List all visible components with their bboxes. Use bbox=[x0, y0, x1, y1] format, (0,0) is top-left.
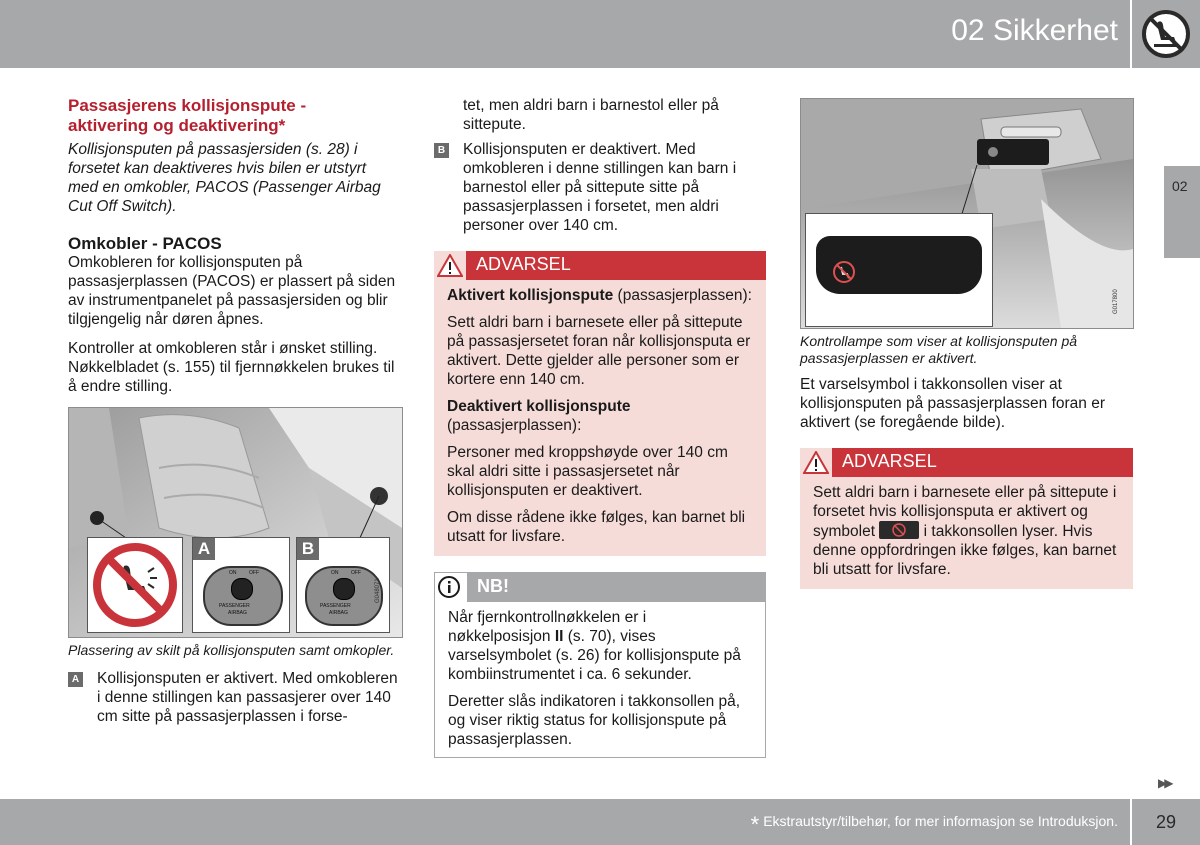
note-body bbox=[435, 602, 765, 757]
warning-icon-box-2 bbox=[800, 448, 832, 477]
switch-b-off: OFF bbox=[351, 570, 361, 576]
switch-b bbox=[305, 566, 383, 626]
marker-b: B bbox=[434, 143, 449, 158]
figure-caption: Plassering av skilt på kollisjonsputen samt omkopler. bbox=[68, 642, 395, 658]
warning-p2: Sett aldri barn i barnesete eller på sittepute på passasjersetet foran når kollisjonsputa er aktivert. Dette gjelder alle personer som er kortere enn 140 cm. bbox=[447, 314, 751, 388]
figure-code-2: G017800 bbox=[1113, 289, 1119, 314]
footer-note-text: Ekstrautstyr/tilbehør, for mer informasjon se Introduksjon. bbox=[763, 813, 1118, 829]
warning-text-2a: Sett aldri barn i barnesete eller på sittepute i forsetet hvis kollisjonsputa er aktivert og symbolet bbox=[813, 484, 1117, 540]
column-1 bbox=[68, 96, 398, 396]
switch-b-label-2: AIRBAG bbox=[329, 610, 348, 616]
marker-a: A bbox=[68, 672, 83, 687]
note-p1-bold: II bbox=[554, 628, 564, 645]
warning-box-1 bbox=[434, 251, 766, 556]
note-p2: Deretter slås indikatoren i takkonsollen på, og viser riktig status for kollisjonspute på passasjerplassen. bbox=[448, 693, 741, 748]
indicator-closeup-panel bbox=[805, 213, 993, 327]
switch-a bbox=[203, 566, 283, 626]
next-page-arrows-icon[interactable]: ▶▶ bbox=[1158, 776, 1171, 790]
airbag-warning-sign-panel bbox=[87, 537, 183, 633]
subheading: Omkobler - PACOS bbox=[68, 234, 222, 253]
heading-line-2: aktivering og deaktivering* bbox=[68, 116, 286, 135]
column-3 bbox=[800, 333, 1133, 589]
warning-p5: Om disse rådene ikke følges, kan barnet bli utsatt for livsfare. bbox=[447, 509, 746, 545]
heading-line-1: Passasjerens kollisjonspute - bbox=[68, 96, 307, 115]
note-p1-b: (s. 70), vises varselsymbolet (s. 26) for kollisjonspute på kombiinstrumentet i ca. 6 sekunder. bbox=[448, 628, 741, 683]
page-number-box bbox=[1132, 799, 1200, 845]
warning-header-2 bbox=[800, 448, 1133, 477]
switch-b-label-1: PASSENGER bbox=[320, 603, 351, 609]
warning-p4: Personer med kroppshøyde over 140 cm skal aldri sitte i passasjersetet når kollisjonsputen er deaktivert. bbox=[447, 444, 728, 499]
switch-a-off: OFF bbox=[249, 570, 259, 576]
footer-note bbox=[751, 812, 1118, 838]
column-2 bbox=[434, 96, 766, 758]
intro-text: Kollisjonsputen på passasjersiden (s. 28) i forsetet kan deaktiveres hvis bilen er utstyrt med en omkobler, PACOS (Passenger Airbag Cut Off Switch). bbox=[68, 141, 381, 215]
panel-b-label: B bbox=[297, 538, 319, 560]
note-header bbox=[435, 573, 765, 602]
paragraph-col3: Et varselsymbol i takkonsollen viser at kollisjonsputen på passasjerplassen foran er aktivert (se foregående bilde). bbox=[800, 376, 1106, 431]
switch-b-knob bbox=[333, 578, 355, 600]
note-p1-a: Når fjernkontrollnøkkelen er i nøkkelposisjon bbox=[448, 609, 647, 645]
item-a-text: Kollisjonsputen er aktivert. Med omkobleren i denne stillingen kan passasjerer over 140 cm sitte på passasjerplassen i forse- bbox=[97, 670, 398, 725]
note-p1 bbox=[448, 608, 751, 684]
warning-text-2 bbox=[813, 483, 1119, 579]
figure-caption-2: Kontrollampe som viser at kollisjonsputen på passasjerplassen er aktivert. bbox=[800, 333, 1078, 366]
note-box bbox=[434, 572, 766, 758]
switch-a-label-2: AIRBAG bbox=[228, 610, 247, 616]
switch-panel-a bbox=[192, 537, 290, 633]
warning-body-2 bbox=[800, 477, 1133, 589]
switch-a-on: ON bbox=[229, 570, 237, 576]
warning-title-2: ADVARSEL bbox=[842, 451, 937, 471]
warning-triangle-icon bbox=[803, 451, 829, 474]
panel-a-label: A bbox=[193, 538, 215, 560]
warning-p1-rest: (passasjerplassen): bbox=[613, 287, 752, 304]
ceiling-console-figure bbox=[800, 98, 1134, 329]
warning-header bbox=[434, 251, 766, 280]
airbag-indicator-icon bbox=[832, 260, 856, 284]
page-footer bbox=[0, 799, 1130, 845]
item-b bbox=[434, 140, 766, 235]
info-icon bbox=[435, 573, 467, 602]
page-header bbox=[0, 0, 1130, 68]
airbag-symbol-icon bbox=[879, 521, 919, 539]
page-number: 29 bbox=[1155, 812, 1177, 832]
note-icon-box bbox=[435, 573, 467, 602]
switch-a-knob bbox=[231, 578, 253, 600]
indicator-lamp bbox=[816, 236, 982, 294]
figure-code: G048071 bbox=[375, 578, 381, 603]
switch-a-label-1: PASSENGER bbox=[219, 603, 250, 609]
warning-icon-box bbox=[434, 251, 466, 280]
chapter-side-tab[interactable] bbox=[1164, 166, 1200, 258]
no-child-seat-icon bbox=[1132, 0, 1200, 68]
section-heading bbox=[68, 96, 398, 136]
pacos-figure bbox=[68, 407, 403, 638]
chapter-icon-box bbox=[1132, 0, 1200, 68]
chapter-title: 02 Sikkerhet bbox=[951, 14, 1118, 47]
item-a bbox=[68, 669, 398, 726]
warning-title: ADVARSEL bbox=[476, 254, 571, 274]
warning-triangle-icon bbox=[437, 254, 463, 277]
paragraph-1: Omkobleren for kollisjonsputen på passasjerplassen (PACOS) er plassert på siden av instrumentpanelet på passasjersiden og blir tilgjengelig når døren åpnes. bbox=[68, 254, 396, 328]
warning-text-2b: i takkonsollen lyser. Hvis denne oppfordringen ikke følges, kan barnet bli utsatt for livsfare. bbox=[813, 523, 1117, 578]
item-b-text: Kollisjonsputen er deaktivert. Med omkobleren i denne stillingen kan barn i barnestol eller på sittepute sitte på passasjerplassen i forsetet, men aldri personer over 140 cm. bbox=[463, 141, 737, 234]
footer-star: * bbox=[750, 812, 760, 837]
warning-box-2 bbox=[800, 448, 1133, 589]
warning-p3-bold: Deaktivert kollisjonspute bbox=[447, 398, 631, 415]
side-tab-label: 02 bbox=[1172, 178, 1188, 194]
note-title: NB! bbox=[477, 576, 509, 596]
warning-p1-bold: Aktivert kollisjonspute bbox=[447, 287, 614, 304]
warning-p1 bbox=[447, 286, 752, 305]
airbag-warning-sign-icon bbox=[88, 538, 182, 632]
column-1-lower bbox=[68, 642, 398, 726]
paragraph-2: Kontroller at omkobleren står i ønsket stilling. Nøkkelbladet (s. 155) til fjernnøkkelen brukes til å endre stilling. bbox=[68, 340, 395, 395]
warning-p3 bbox=[447, 397, 752, 435]
warning-p3-rest: (passasjerplassen): bbox=[447, 417, 582, 434]
continuation-text: tet, men aldri barn i barnestol eller på sittepute. bbox=[463, 97, 719, 133]
switch-b-on: ON bbox=[331, 570, 339, 576]
warning-body bbox=[434, 280, 766, 556]
